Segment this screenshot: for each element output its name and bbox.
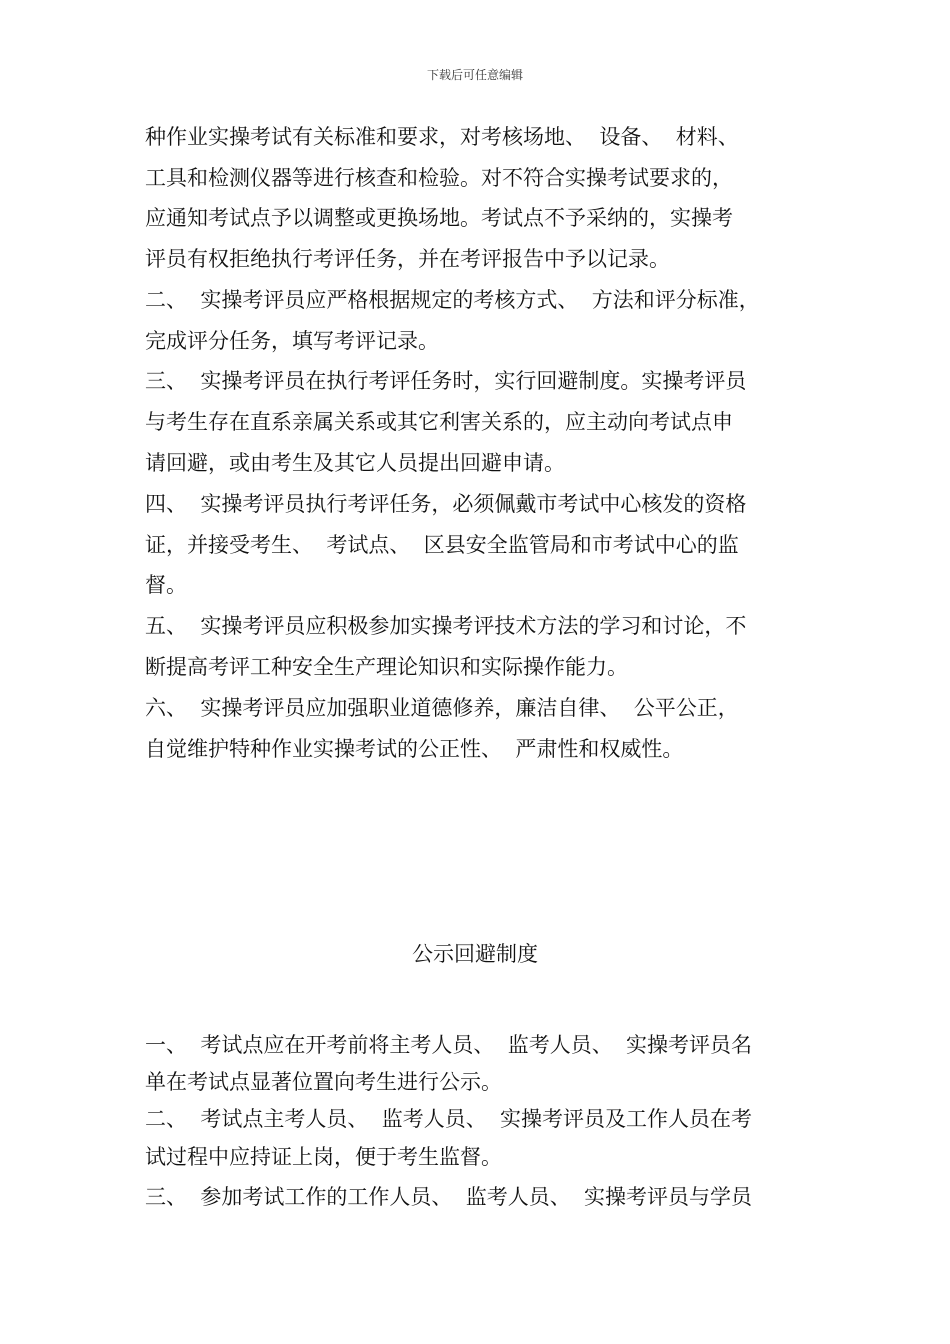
paragraph-line: 三、 参加考试工作的工作人员、 监考人员、 实操考评员与学员	[145, 1185, 753, 1209]
paragraph-line: 工具和检测仪器等进行核查和检验。对不符合实操考试要求的，	[145, 166, 733, 190]
paragraph-line: 四、 实操考评员执行考评任务，必须佩戴市考试中心核发的资格	[145, 492, 747, 516]
paragraph-line: 二、 实操考评员应严格根据规定的考核方式、 方法和评分标准，	[145, 288, 760, 312]
section-title: 公示回避制度	[412, 942, 538, 966]
paragraph-line: 应通知考试点予以调整或更换场地。考试点不予采纳的，实操考	[145, 206, 733, 230]
paragraph-line: 单在考试点显著位置向考生进行公示。	[145, 1070, 502, 1094]
page-header: 下载后可任意编辑	[426, 68, 523, 82]
paragraph-line: 评员有权拒绝执行考评任务，并在考评报告中予以记录。	[145, 247, 670, 271]
paragraph-line: 三、 实操考评员在执行考评任务时，实行回避制度。实操考评员	[145, 369, 747, 393]
paragraph-line: 自觉维护特种作业实操考试的公正性、 严肃性和权威性。	[145, 737, 684, 761]
paragraph-line: 试过程中应持证上岗，便于考生监督。	[145, 1145, 502, 1169]
paragraph-line: 二、 考试点主考人员、 监考人员、 实操考评员及工作人员在考	[145, 1107, 753, 1131]
paragraph-line: 请回避，或由考生及其它人员提出回避申请。	[145, 451, 565, 475]
paragraph-line: 种作业实操考试有关标准和要求，对考核场地、 设备、 材料、	[145, 125, 739, 149]
paragraph-line: 与考生存在直系亲属关系或其它利害关系的，应主动向考试点申	[145, 410, 733, 434]
paragraph-line: 断提高考评工种安全生产理论知识和实际操作能力。	[145, 655, 628, 679]
paragraph-line: 五、 实操考评员应积极参加实操考评技术方法的学习和讨论，不	[145, 614, 747, 638]
paragraph-line: 证，并接受考生、 考试点、 区县安全监管局和市考试中心的监	[145, 533, 739, 557]
paragraph-line: 完成评分任务，填写考评记录。	[145, 329, 439, 353]
paragraph-line: 六、 实操考评员应加强职业道德修养，廉洁自律、 公平公正，	[145, 696, 739, 720]
paragraph-line: 督。	[145, 573, 187, 597]
paragraph-line: 一、 考试点应在开考前将主考人员、 监考人员、 实操考评员名	[145, 1033, 753, 1057]
